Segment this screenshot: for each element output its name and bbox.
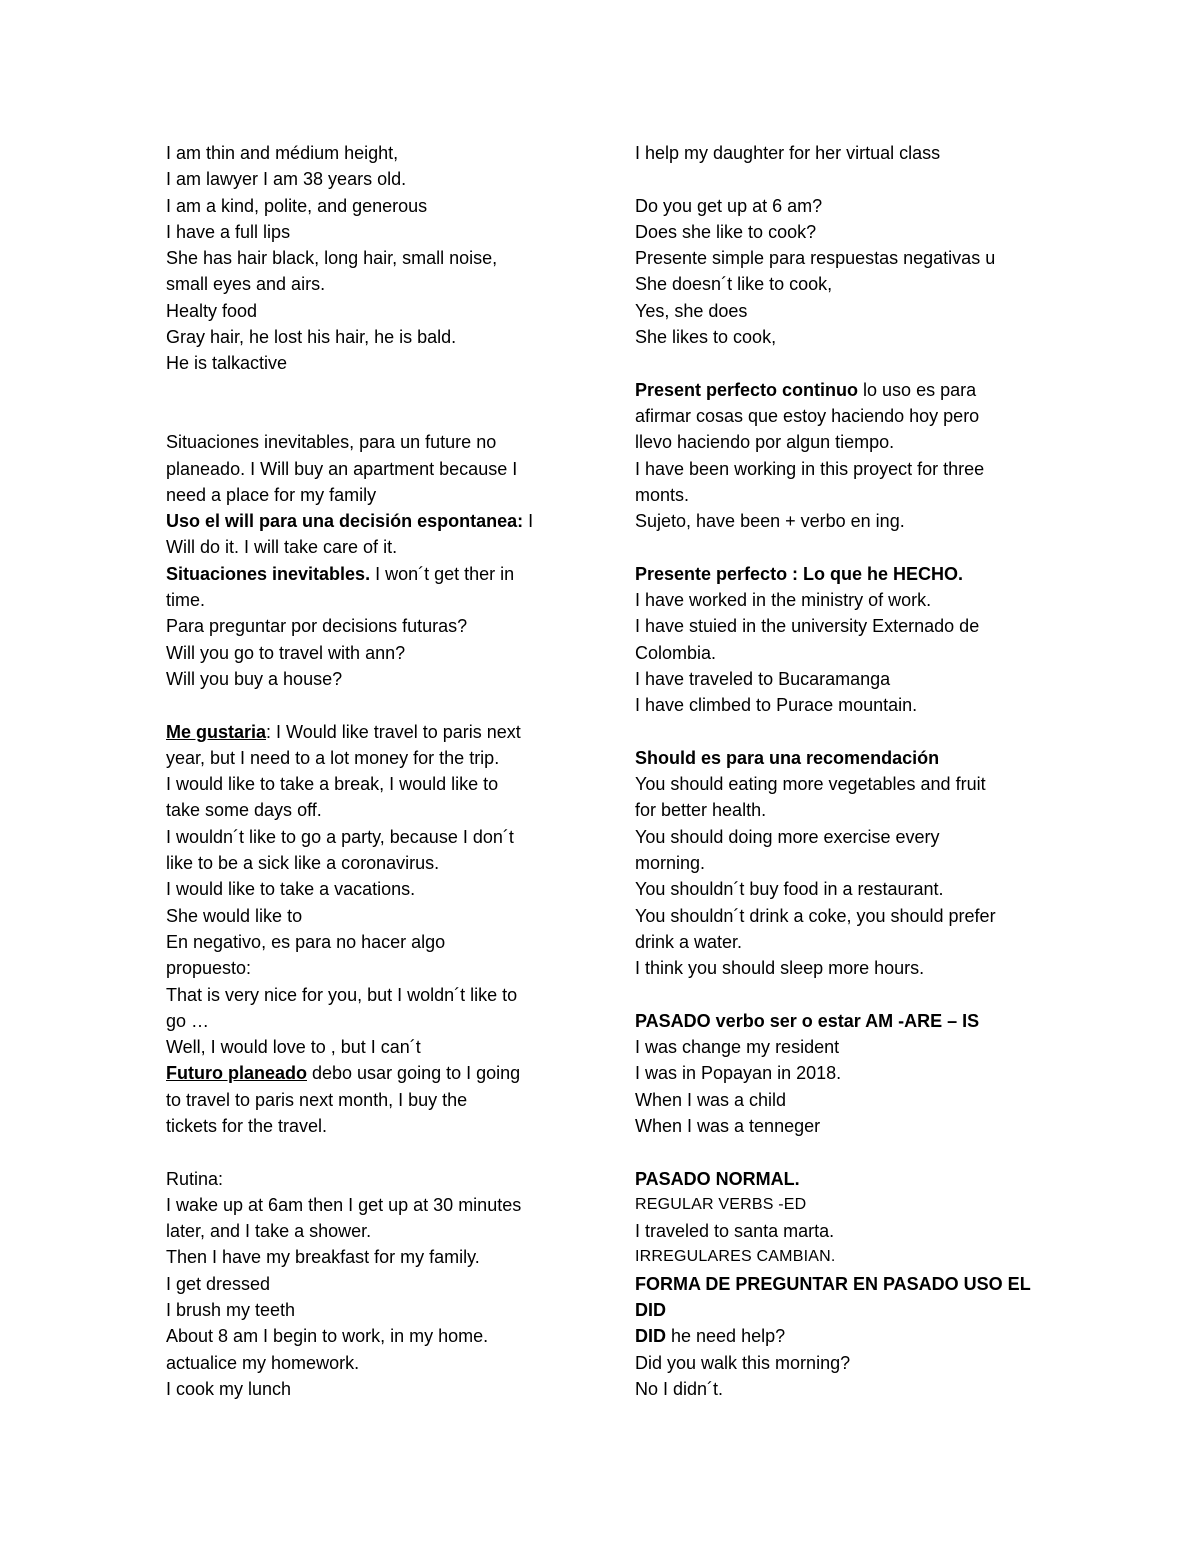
text-line: go …	[166, 1010, 210, 1031]
text-line: She likes to cook,	[635, 327, 777, 348]
text-line: for better health.	[635, 800, 767, 821]
pasado-normal-section	[635, 1166, 1040, 1403]
right-column	[635, 140, 1040, 1402]
text-line: I traveled to santa marta.	[635, 1221, 835, 1242]
text-line	[635, 1323, 1040, 1349]
spacer	[635, 166, 1040, 192]
ppc-tail: lo uso es para	[858, 379, 977, 400]
text-line: Will do it. I will take care of it.	[166, 537, 398, 558]
will-section	[166, 429, 566, 692]
text-line	[166, 1060, 566, 1086]
text-line: Colombia.	[635, 642, 717, 663]
spacer	[166, 692, 566, 718]
text-line: I was change my resident	[635, 1037, 840, 1058]
text-line: About 8 am I begin to work, in my home.	[166, 1326, 489, 1347]
text-line: to travel to paris next month, I buy the	[166, 1089, 468, 1110]
text-line: I help my daughter for her virtual class	[635, 143, 941, 163]
text-line: I wake up at 6am then I get up at 30 minutes	[166, 1194, 522, 1215]
futuro-heading: Futuro planeado	[166, 1063, 307, 1084]
spacer	[635, 534, 1040, 560]
text-line: Do you get up at 6 am?	[635, 195, 823, 216]
text-line: When I was a tenneger	[635, 1115, 821, 1136]
text-line: I get dressed	[166, 1273, 271, 1294]
forma-heading: FORMA DE PREGUNTAR EN PASADO USO EL	[635, 1273, 1031, 1294]
text-line: small eyes and airs.	[166, 274, 326, 295]
text-line: That is very nice for you, but I woldn´t like to	[166, 984, 518, 1005]
should-heading: Should es para una recomendación	[635, 747, 940, 768]
text-line: You should doing more exercise every	[635, 826, 940, 847]
forma-heading: DID	[635, 1300, 666, 1321]
pp-heading: Presente perfecto : Lo que he HECHO.	[635, 563, 964, 584]
text-line: like to be a sick like a coronavirus.	[166, 853, 440, 874]
text-line: need a place for my family	[166, 484, 377, 505]
text-line: I think you should sleep more hours.	[635, 958, 925, 979]
pasado-ser-heading: PASADO verbo ser o estar AM -ARE – IS	[635, 1010, 980, 1031]
text-line: I wouldn´t like to go a party, because I don´t	[166, 826, 514, 847]
pasado-ser-section	[635, 1008, 1040, 1139]
text-line: I cook my lunch	[166, 1378, 292, 1399]
text-line: drink a water.	[635, 931, 743, 952]
text-line: llevo haciendo por algun tiempo.	[635, 432, 895, 453]
text-line: Para preguntar por decisions futuras?	[166, 616, 468, 637]
did-tail: he need help?	[666, 1326, 786, 1347]
inevitable-heading: Situaciones inevitables.	[166, 563, 371, 584]
text-line: I would like to take a vacations.	[166, 879, 416, 900]
text-line: year, but I need to a lot money for the trip.	[166, 747, 500, 768]
gustaria-section	[166, 719, 566, 1140]
text-line: No I didn´t.	[635, 1378, 724, 1399]
text-line: She doesn´t like to cook,	[635, 274, 833, 295]
spacer	[166, 1139, 566, 1165]
text-line: take some days off.	[166, 800, 322, 821]
text-line: She has hair black, long hair, small noise,	[166, 248, 498, 269]
present-simple-section	[635, 193, 1040, 351]
text-line: Then I have my breakfast for my family.	[166, 1247, 480, 1268]
left-column	[166, 140, 566, 1402]
will-decision-heading: Uso el will para una decisión espontanea:	[166, 511, 524, 532]
text-line: afirmar cosas que estoy haciendo hoy pero	[635, 405, 980, 426]
text-line: I have a full lips	[166, 221, 291, 242]
text-line: I have climbed to Purace mountain.	[635, 695, 918, 716]
text-line: I would like to take a break, I would like to	[166, 774, 499, 795]
text-line: Sujeto, have been + verbo en ing.	[635, 511, 905, 532]
should-section	[635, 745, 1040, 982]
text-line: You shouldn´t drink a coke, you should prefer	[635, 905, 996, 926]
text-line: Situaciones inevitables, para un future no	[166, 432, 497, 453]
text-line: Well, I would love to , but I can´t	[166, 1037, 421, 1058]
text-line: monts.	[635, 484, 690, 505]
text-line: He is talkactive	[166, 353, 288, 374]
text-line: En negativo, es para no hacer algo	[166, 931, 446, 952]
spacer	[166, 377, 566, 430]
gustaria-tail: : I Would like travel to paris next	[266, 721, 521, 742]
text-line	[166, 561, 566, 587]
text-line	[166, 719, 566, 745]
text-line: REGULAR VERBS -ED	[635, 1195, 807, 1213]
text-line: IRREGULARES CAMBIAN.	[635, 1248, 836, 1266]
text-line: Does she like to cook?	[635, 221, 817, 242]
text-line: Gray hair, he lost his hair, he is bald.	[166, 327, 457, 348]
spacer	[635, 982, 1040, 1008]
text-line: You shouldn´t buy food in a restaurant.	[635, 879, 944, 900]
will-decision-tail: I	[523, 511, 534, 532]
description-block	[166, 140, 566, 377]
text-line: propuesto:	[166, 958, 252, 979]
text-line: morning.	[635, 853, 706, 874]
text-line: actualice my homework.	[166, 1352, 360, 1373]
inevitable-tail: I won´t get ther in	[370, 563, 515, 584]
text-line: When I was a child	[635, 1089, 787, 1110]
text-line: I have stuied in the university Externado de	[635, 616, 980, 637]
pasado-normal-heading: PASADO NORMAL.	[635, 1168, 800, 1189]
text-line: Will you buy a house?	[166, 668, 343, 689]
text-line: I have been working in this proyect for three	[635, 458, 985, 479]
text-line: I brush my teeth	[166, 1300, 296, 1321]
present-perfect-section	[635, 561, 1040, 719]
text-line: I am a kind, polite, and generous	[166, 195, 428, 216]
text-line: I was in Popayan in 2018.	[635, 1063, 842, 1084]
text-line: I am lawyer I am 38 years old.	[166, 169, 407, 190]
spacer	[635, 1139, 1040, 1165]
text-line: Rutina:	[166, 1168, 224, 1189]
text-line: Will you go to travel with ann?	[166, 642, 406, 663]
text-line: She would like to	[166, 905, 303, 926]
text-line: time.	[166, 590, 206, 611]
text-line: I have worked in the ministry of work.	[635, 590, 932, 611]
text-line: Did you walk this morning?	[635, 1352, 851, 1373]
gustaria-heading: Me gustaria	[166, 721, 267, 742]
ppc-heading: Present perfecto continuo	[635, 379, 859, 400]
rutina-section	[166, 1166, 566, 1403]
text-line: planeado. I Will buy an apartment because I	[166, 458, 518, 479]
text-line: You should eating more vegetables and fruit	[635, 774, 986, 795]
futuro-tail: debo usar going to I going	[307, 1063, 521, 1084]
text-line	[635, 377, 1040, 403]
spacer	[635, 719, 1040, 745]
did-word: DID	[635, 1326, 666, 1347]
text-line: Yes, she does	[635, 300, 748, 321]
present-perfect-continuous-section	[635, 377, 1040, 535]
text-line: later, and I take a shower.	[166, 1221, 372, 1242]
text-line: Presente simple para respuestas negativas u	[635, 248, 996, 269]
text-line: Healty food	[166, 300, 258, 321]
text-line: tickets for the travel.	[166, 1115, 328, 1136]
text-line: I have traveled to Bucaramanga	[635, 668, 891, 689]
text-line	[166, 508, 566, 534]
text-line: I am thin and médium height,	[166, 143, 399, 163]
spacer	[635, 350, 1040, 376]
